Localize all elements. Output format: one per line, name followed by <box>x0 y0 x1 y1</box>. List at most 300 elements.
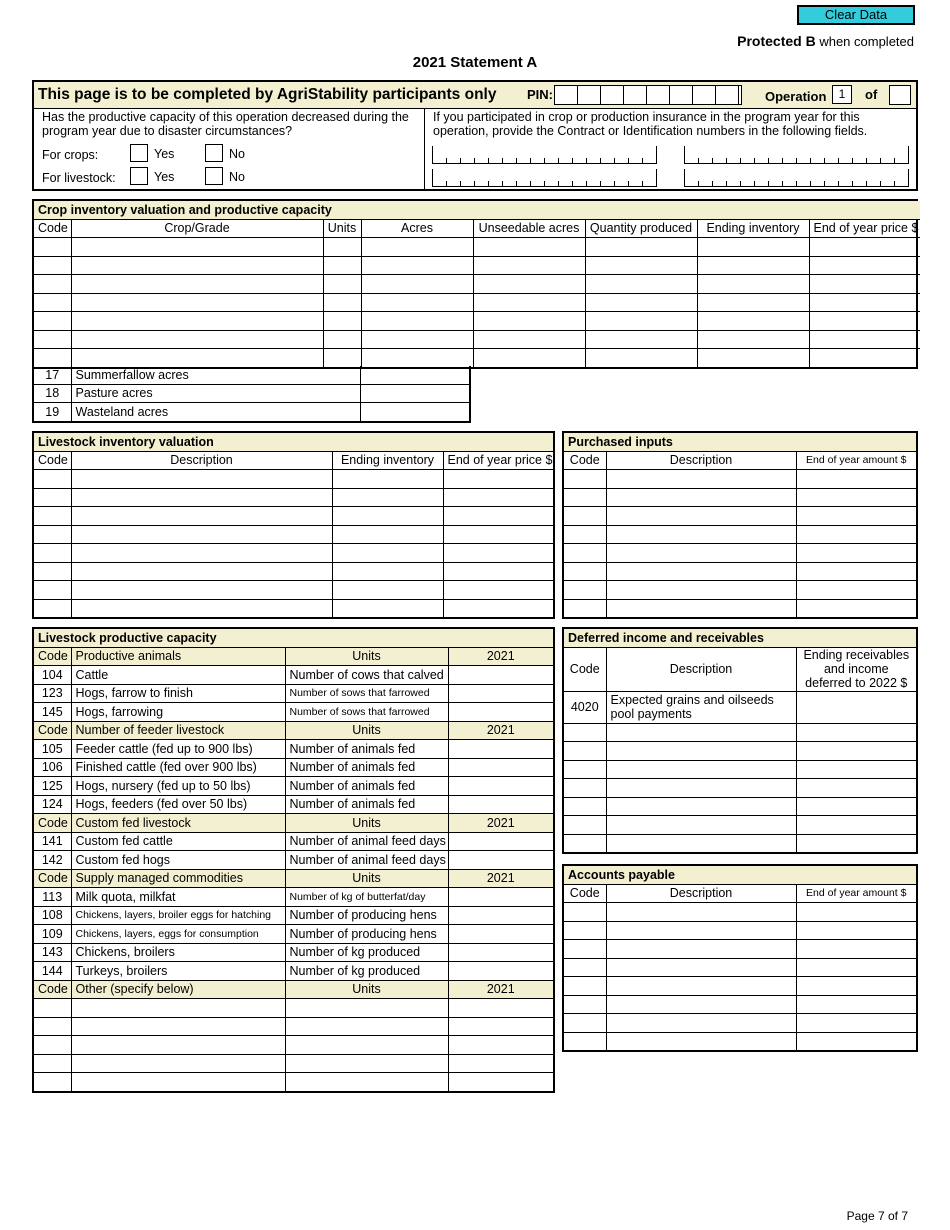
col-ending-receivables: Ending receivables and income deferred to 2022 $ <box>796 647 916 691</box>
input-cell[interactable] <box>606 488 796 507</box>
input-cell[interactable] <box>443 581 553 600</box>
input-cell[interactable] <box>606 581 796 600</box>
table-row <box>564 525 916 544</box>
input-cell[interactable] <box>71 525 332 544</box>
row-units: Number of animals fed <box>285 758 448 777</box>
row-description: Expected grains and oilseeds pool payments <box>606 691 796 723</box>
input-cell[interactable] <box>809 349 920 367</box>
input-cell[interactable] <box>564 562 606 581</box>
input-cell[interactable] <box>564 1014 606 1033</box>
input-cell[interactable] <box>71 238 323 257</box>
table-row <box>34 703 553 722</box>
row-description: Custom fed hogs <box>71 851 285 870</box>
quantity-input[interactable] <box>448 851 553 870</box>
input-cell[interactable] <box>34 999 71 1018</box>
input-cell[interactable] <box>34 256 71 275</box>
group-code-header: Code <box>34 980 71 999</box>
row-label: Wasteland acres <box>71 403 360 421</box>
quantity-input[interactable] <box>448 777 553 796</box>
input-cell[interactable] <box>332 507 443 526</box>
quantity-input[interactable] <box>448 943 553 962</box>
input-cell[interactable] <box>71 544 332 563</box>
input-cell[interactable] <box>443 488 553 507</box>
input-cell[interactable] <box>361 330 473 349</box>
input-cell[interactable] <box>564 995 606 1014</box>
deferred-income-title: Deferred income and receivables <box>564 629 916 647</box>
input-cell[interactable] <box>564 977 606 996</box>
quantity-input[interactable] <box>448 684 553 703</box>
input-cell[interactable] <box>71 256 323 275</box>
quantity-input[interactable] <box>448 962 553 981</box>
input-cell[interactable] <box>473 256 585 275</box>
input-cell[interactable] <box>34 293 71 312</box>
input-cell[interactable] <box>361 349 473 367</box>
input-cell[interactable] <box>697 238 809 257</box>
table-row <box>34 1036 553 1055</box>
input-cell[interactable] <box>606 723 796 742</box>
input-cell[interactable] <box>34 238 71 257</box>
col-acres: Acres <box>361 219 473 238</box>
input-cell[interactable] <box>34 330 71 349</box>
row-units: Number of animals fed <box>285 795 448 814</box>
input-cell[interactable] <box>34 599 71 617</box>
row-code: 19 <box>34 403 71 421</box>
input-cell[interactable] <box>796 995 916 1014</box>
input-cell[interactable] <box>323 256 361 275</box>
pin-label: PIN: <box>527 87 553 102</box>
quantity-input[interactable] <box>448 832 553 851</box>
input-cell[interactable] <box>71 599 332 617</box>
amount-input[interactable] <box>796 691 916 723</box>
input-cell[interactable] <box>285 1073 448 1091</box>
input-cell[interactable] <box>448 1054 553 1073</box>
table-row <box>34 666 553 685</box>
table-row <box>564 834 916 852</box>
input-cell[interactable] <box>332 581 443 600</box>
protected-label <box>737 33 914 49</box>
table-row <box>34 581 553 600</box>
input-cell[interactable] <box>564 544 606 563</box>
input-cell[interactable] <box>332 470 443 489</box>
input-cell[interactable] <box>606 760 796 779</box>
input-cell[interactable] <box>361 275 473 294</box>
row-code: 104 <box>34 666 71 685</box>
table-row <box>564 940 916 959</box>
input-cell[interactable] <box>564 599 606 617</box>
row-description: Milk quota, milkfat <box>71 888 285 907</box>
input-cell[interactable] <box>606 816 796 835</box>
contract-number-input-2[interactable] <box>684 146 909 164</box>
input-cell[interactable] <box>809 330 920 349</box>
input-cell[interactable] <box>361 312 473 331</box>
input-cell[interactable] <box>564 903 606 922</box>
input-cell[interactable] <box>796 977 916 996</box>
deferred-income-table <box>564 629 916 852</box>
header-divider <box>424 108 425 191</box>
protected-b: Protected B <box>737 33 816 49</box>
acres-input[interactable] <box>360 366 470 384</box>
input-cell[interactable] <box>361 293 473 312</box>
row-description: Chickens, layers, broiler eggs for hatching <box>71 906 285 925</box>
row-units: Number of sows that farrowed <box>285 703 448 722</box>
table-row <box>34 599 553 617</box>
input-cell[interactable] <box>606 940 796 959</box>
input-cell[interactable] <box>606 507 796 526</box>
input-cell[interactable] <box>564 760 606 779</box>
group-year-header: 2021 <box>448 814 553 833</box>
row-units: Number of animal feed days <box>285 832 448 851</box>
input-cell[interactable] <box>443 525 553 544</box>
livestock-capacity-title: Livestock productive capacity <box>34 629 553 647</box>
input-cell[interactable] <box>606 921 796 940</box>
input-cell[interactable] <box>564 797 606 816</box>
page-number: Page 7 of 7 <box>846 1209 908 1223</box>
input-cell[interactable] <box>323 293 361 312</box>
input-cell[interactable] <box>796 760 916 779</box>
input-cell[interactable] <box>796 816 916 835</box>
input-cell[interactable] <box>606 470 796 489</box>
input-cell[interactable] <box>323 312 361 331</box>
input-cell[interactable] <box>796 1014 916 1033</box>
input-cell[interactable] <box>71 507 332 526</box>
table-row <box>34 330 920 349</box>
quantity-input[interactable] <box>448 740 553 759</box>
input-cell[interactable] <box>697 330 809 349</box>
input-cell[interactable] <box>71 1036 285 1055</box>
input-cell[interactable] <box>697 349 809 367</box>
crops-no-checkbox[interactable] <box>205 144 223 162</box>
input-cell[interactable] <box>448 1036 553 1055</box>
table-row <box>34 312 920 331</box>
input-cell[interactable] <box>34 1054 71 1073</box>
input-cell[interactable] <box>796 581 916 600</box>
input-cell[interactable] <box>443 599 553 617</box>
input-cell[interactable] <box>796 834 916 852</box>
input-cell[interactable] <box>285 1017 448 1036</box>
group-units-header: Units <box>285 814 448 833</box>
table-row <box>564 779 916 798</box>
input-cell[interactable] <box>71 488 332 507</box>
input-cell[interactable] <box>796 525 916 544</box>
input-cell[interactable] <box>473 293 585 312</box>
input-cell[interactable] <box>361 238 473 257</box>
input-cell[interactable] <box>323 238 361 257</box>
group-header-row <box>34 814 553 833</box>
col-ending-inventory: Ending inventory <box>697 219 809 238</box>
input-cell[interactable] <box>473 312 585 331</box>
input-cell[interactable] <box>448 1073 553 1091</box>
crops-yes-checkbox[interactable] <box>130 144 148 162</box>
group-code-header: Code <box>34 869 71 888</box>
col-code: Code <box>34 219 71 238</box>
table-row <box>34 740 553 759</box>
input-cell[interactable] <box>71 275 323 294</box>
input-cell[interactable] <box>34 1017 71 1036</box>
quantity-input[interactable] <box>448 795 553 814</box>
quantity-input[interactable] <box>448 758 553 777</box>
input-cell[interactable] <box>564 488 606 507</box>
input-cell[interactable] <box>34 1036 71 1055</box>
crop-inventory-section <box>32 199 918 369</box>
input-cell[interactable] <box>606 797 796 816</box>
acres-input[interactable] <box>360 384 470 403</box>
input-cell[interactable] <box>809 312 920 331</box>
input-cell[interactable] <box>796 797 916 816</box>
input-cell[interactable] <box>606 544 796 563</box>
input-cell[interactable] <box>34 312 71 331</box>
operation-total[interactable] <box>889 85 911 105</box>
input-cell[interactable] <box>796 723 916 742</box>
input-cell[interactable] <box>71 1054 285 1073</box>
row-code: 109 <box>34 925 71 944</box>
contract-number-input-4[interactable] <box>684 169 909 187</box>
input-cell[interactable] <box>809 256 920 275</box>
row-code: 145 <box>34 703 71 722</box>
operation-number[interactable]: 1 <box>832 85 852 104</box>
input-cell[interactable] <box>809 275 920 294</box>
livestock-no-checkbox[interactable] <box>205 167 223 185</box>
livestock-capacity-section <box>32 627 555 1093</box>
input-cell[interactable] <box>585 330 697 349</box>
input-cell[interactable] <box>697 275 809 294</box>
input-cell[interactable] <box>564 921 606 940</box>
contract-number-input-3[interactable] <box>432 169 657 187</box>
table-row <box>34 507 553 526</box>
input-cell[interactable] <box>323 275 361 294</box>
input-cell[interactable] <box>443 544 553 563</box>
crops-yes-label: Yes <box>154 147 175 161</box>
table-row <box>564 903 916 922</box>
input-cell[interactable] <box>564 470 606 489</box>
input-cell[interactable] <box>796 507 916 526</box>
input-cell[interactable] <box>34 562 71 581</box>
input-cell[interactable] <box>606 958 796 977</box>
row-code: 105 <box>34 740 71 759</box>
row-units: Number of kg produced <box>285 943 448 962</box>
row-units: Number of animal feed days <box>285 851 448 870</box>
input-cell[interactable] <box>71 293 323 312</box>
row-code: 144 <box>34 962 71 981</box>
input-cell[interactable] <box>796 940 916 959</box>
input-cell[interactable] <box>473 349 585 367</box>
input-cell[interactable] <box>796 544 916 563</box>
quantity-input[interactable] <box>448 925 553 944</box>
input-cell[interactable] <box>809 238 920 257</box>
input-cell[interactable] <box>332 488 443 507</box>
input-cell[interactable] <box>585 312 697 331</box>
input-cell[interactable] <box>564 525 606 544</box>
input-cell[interactable] <box>285 1054 448 1073</box>
group-code-header: Code <box>34 647 71 666</box>
land-use-table <box>34 366 470 421</box>
input-cell[interactable] <box>606 1032 796 1050</box>
input-cell[interactable] <box>332 525 443 544</box>
input-cell[interactable] <box>585 293 697 312</box>
table-row <box>564 581 916 600</box>
quantity-input[interactable] <box>448 666 553 685</box>
input-cell[interactable] <box>71 999 285 1018</box>
input-cell[interactable] <box>34 470 71 489</box>
row-code: 4020 <box>564 691 606 723</box>
group-year-header: 2021 <box>448 980 553 999</box>
insurance-instructions: If you participated in crop or production insurance in the program year for this operation, provide the Contract or Identification numbers in the following fields. <box>433 110 868 138</box>
input-cell[interactable] <box>564 507 606 526</box>
table-row <box>34 562 553 581</box>
quantity-input[interactable] <box>448 703 553 722</box>
input-cell[interactable] <box>71 330 323 349</box>
contract-number-input-1[interactable] <box>432 146 657 164</box>
col-description: Description <box>606 884 796 903</box>
col-code: Code <box>564 884 606 903</box>
input-cell[interactable] <box>585 349 697 367</box>
input-cell[interactable] <box>34 1073 71 1091</box>
input-cell[interactable] <box>796 779 916 798</box>
input-cell[interactable] <box>564 779 606 798</box>
input-cell[interactable] <box>285 999 448 1018</box>
row-code: 17 <box>34 366 71 384</box>
protected-note: when completed <box>815 34 914 49</box>
input-cell[interactable] <box>443 562 553 581</box>
input-cell[interactable] <box>564 742 606 761</box>
livestock-inventory-section <box>32 431 555 619</box>
table-row <box>34 275 920 294</box>
row-units: Number of producing hens <box>285 925 448 944</box>
input-cell[interactable] <box>71 562 332 581</box>
input-cell[interactable] <box>71 1073 285 1091</box>
input-cell[interactable] <box>697 256 809 275</box>
clear-data-button[interactable]: Clear Data <box>797 5 915 25</box>
input-cell[interactable] <box>34 544 71 563</box>
input-cell[interactable] <box>606 779 796 798</box>
input-cell[interactable] <box>796 599 916 617</box>
row-units: Number of sows that farrowed <box>285 684 448 703</box>
input-cell[interactable] <box>796 470 916 489</box>
row-label: Summerfallow acres <box>71 366 360 384</box>
input-cell[interactable] <box>443 507 553 526</box>
input-cell[interactable] <box>606 903 796 922</box>
table-row <box>564 470 916 489</box>
input-cell[interactable] <box>564 834 606 852</box>
table-row <box>34 256 920 275</box>
input-cell[interactable] <box>796 958 916 977</box>
col-code: Code <box>564 451 606 470</box>
input-cell[interactable] <box>332 544 443 563</box>
input-cell[interactable] <box>606 562 796 581</box>
livestock-yes-label: Yes <box>154 170 175 184</box>
table-row <box>564 977 916 996</box>
input-cell[interactable] <box>473 275 585 294</box>
input-cell[interactable] <box>71 1017 285 1036</box>
crop-inventory-title: Crop inventory valuation and productive capacity <box>34 201 920 219</box>
input-cell[interactable] <box>564 958 606 977</box>
col-description: Description <box>71 451 332 470</box>
table-row <box>34 525 553 544</box>
input-cell[interactable] <box>796 1032 916 1050</box>
quantity-input[interactable] <box>448 906 553 925</box>
input-cell[interactable] <box>361 256 473 275</box>
input-cell[interactable] <box>606 599 796 617</box>
input-cell[interactable] <box>71 349 323 367</box>
input-cell[interactable] <box>564 1032 606 1050</box>
input-cell[interactable] <box>697 293 809 312</box>
row-description: Chickens, broilers <box>71 943 285 962</box>
input-cell[interactable] <box>323 349 361 367</box>
table-row <box>564 599 916 617</box>
table-row <box>564 1032 916 1050</box>
row-units: Number of animals fed <box>285 740 448 759</box>
input-cell[interactable] <box>606 742 796 761</box>
pin-input[interactable] <box>554 85 742 105</box>
row-description: Feeder cattle (fed up to 900 lbs) <box>71 740 285 759</box>
input-cell[interactable] <box>473 238 585 257</box>
input-cell[interactable] <box>473 330 585 349</box>
input-cell[interactable] <box>71 470 332 489</box>
group-units-header: Units <box>285 869 448 888</box>
input-cell[interactable] <box>332 562 443 581</box>
row-code: 113 <box>34 888 71 907</box>
input-cell[interactable] <box>585 256 697 275</box>
input-cell[interactable] <box>796 921 916 940</box>
group-header-row <box>34 721 553 740</box>
livestock-yes-checkbox[interactable] <box>130 167 148 185</box>
row-description: Hogs, nursery (fed up to 50 lbs) <box>71 777 285 796</box>
table-row <box>564 691 916 723</box>
input-cell[interactable] <box>796 562 916 581</box>
input-cell[interactable] <box>448 999 553 1018</box>
livestock-inventory-table <box>34 433 553 617</box>
input-cell[interactable] <box>796 903 916 922</box>
table-row <box>34 888 553 907</box>
input-cell[interactable] <box>34 275 71 294</box>
input-cell[interactable] <box>443 470 553 489</box>
input-cell[interactable] <box>564 723 606 742</box>
input-cell[interactable] <box>34 581 71 600</box>
input-cell[interactable] <box>606 995 796 1014</box>
table-row <box>34 403 470 421</box>
input-cell[interactable] <box>285 1036 448 1055</box>
group-name: Custom fed livestock <box>71 814 285 833</box>
input-cell[interactable] <box>606 525 796 544</box>
input-cell[interactable] <box>606 1014 796 1033</box>
input-cell[interactable] <box>71 581 332 600</box>
input-cell[interactable] <box>71 312 323 331</box>
input-cell[interactable] <box>697 312 809 331</box>
quantity-input[interactable] <box>448 888 553 907</box>
col-end-of-year-price: End of year price $ <box>443 451 553 470</box>
input-cell[interactable] <box>448 1017 553 1036</box>
input-cell[interactable] <box>585 238 697 257</box>
input-cell[interactable] <box>796 488 916 507</box>
acres-input[interactable] <box>360 403 470 421</box>
input-cell[interactable] <box>564 816 606 835</box>
input-cell[interactable] <box>606 834 796 852</box>
input-cell[interactable] <box>34 349 71 367</box>
table-row <box>564 797 916 816</box>
input-cell[interactable] <box>34 507 71 526</box>
input-cell[interactable] <box>34 525 71 544</box>
input-cell[interactable] <box>809 293 920 312</box>
input-cell[interactable] <box>564 940 606 959</box>
input-cell[interactable] <box>606 977 796 996</box>
group-code-header: Code <box>34 721 71 740</box>
input-cell[interactable] <box>796 742 916 761</box>
input-cell[interactable] <box>332 599 443 617</box>
input-cell[interactable] <box>323 330 361 349</box>
table-row <box>34 293 920 312</box>
input-cell[interactable] <box>34 488 71 507</box>
input-cell[interactable] <box>585 275 697 294</box>
input-cell[interactable] <box>564 581 606 600</box>
